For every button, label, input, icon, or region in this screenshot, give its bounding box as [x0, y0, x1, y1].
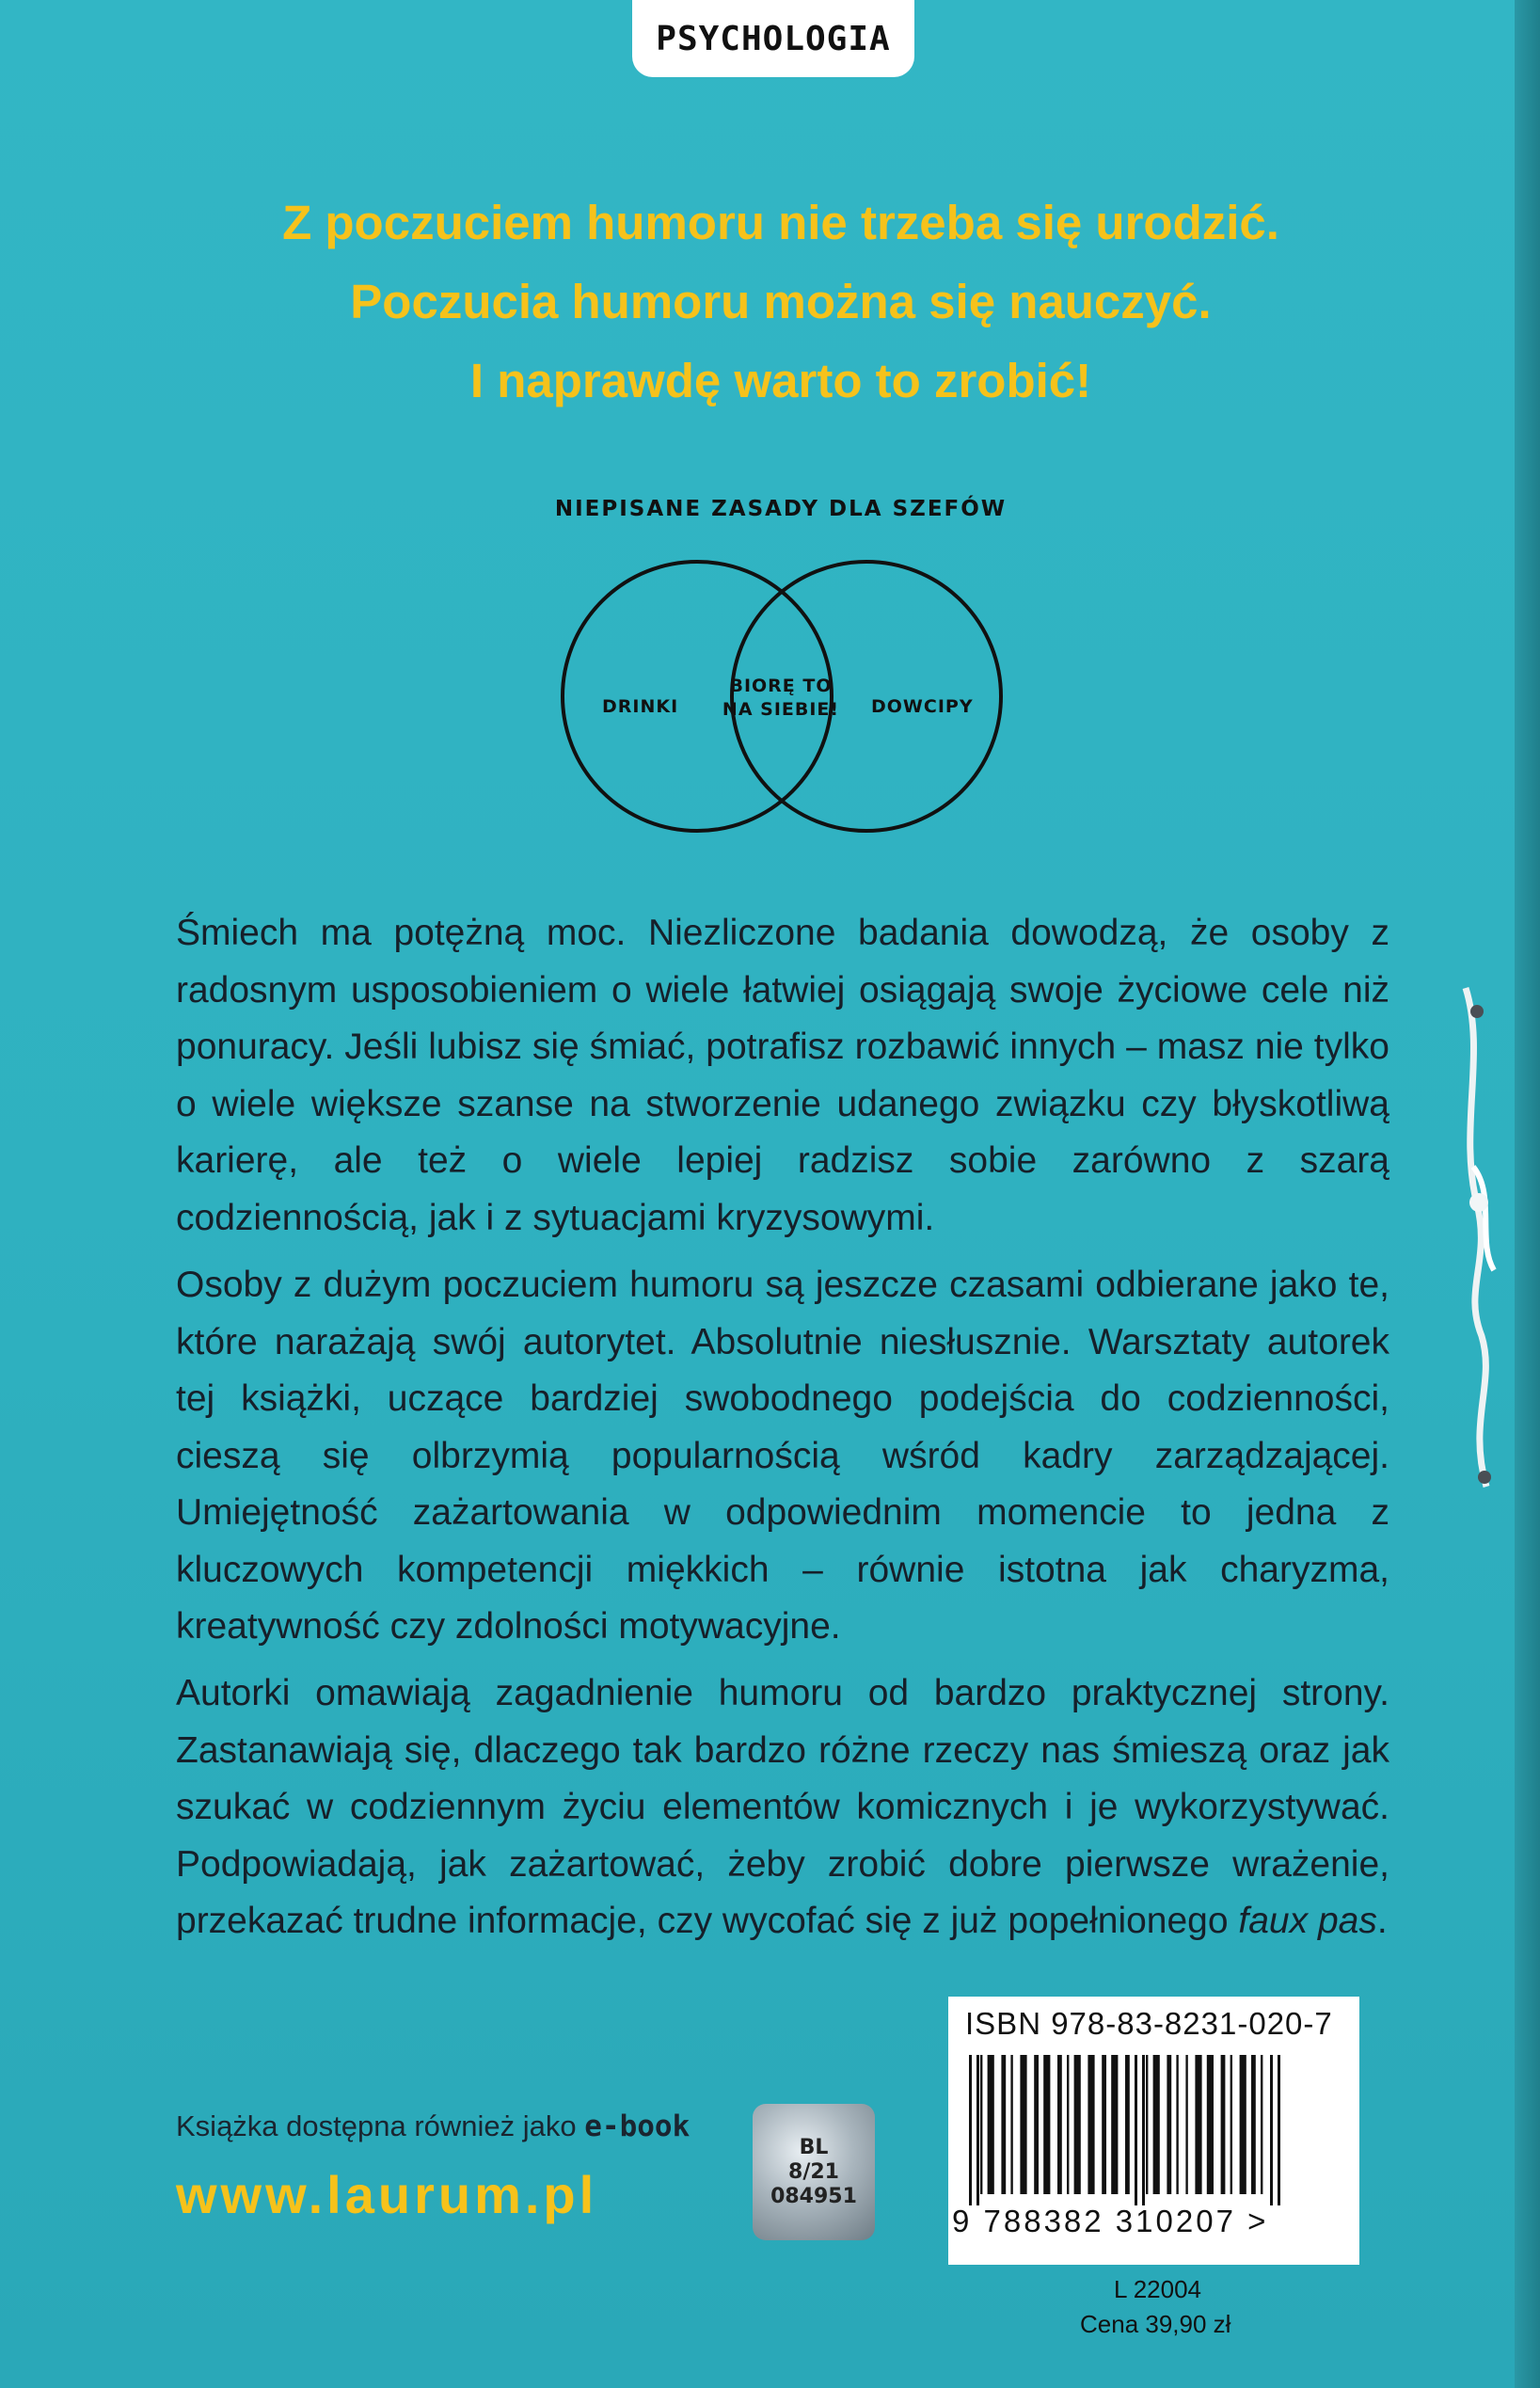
- venn-label-center-line-2: NA SIEBIE!: [722, 699, 840, 720]
- venn-label-drinki: DRINKI: [602, 696, 679, 717]
- hologram-line-2: 8/21: [788, 2159, 839, 2184]
- ebook-note-text: Książka dostępna również jako: [176, 2109, 585, 2142]
- venn-label-center-line-1: BIORĘ TO: [729, 676, 833, 696]
- description-paragraph-1: Śmiech ma potężną moc. Niezliczone badania dowodzą, że osoby z radosnym usposobieniem o wiele łatwiej osiągają swoje życiowe cele niż ponuracy. Jeśli lubisz się śmiać, potrafisz rozbawić innych – masz nie tylko o wiele większe szanse na stworzenie udanego związku czy błyskotliwą karierę, ale też o wiele lepiej radzisz sobie zarówno z szarą codziennością, jak i z sytuacjami kryzysowymi.: [176, 913, 1389, 1238]
- ebook-note: [176, 2109, 690, 2143]
- hologram-sticker: [753, 2104, 875, 2240]
- headline-line-1: Z poczuciem humoru nie trzeba się urodzić.: [282, 196, 1279, 249]
- category-tag: PSYCHOLOGIA: [632, 0, 914, 77]
- barcode-icon: [967, 2055, 1339, 2205]
- headline: [113, 183, 1449, 421]
- book-spine-edge: [1515, 0, 1540, 2388]
- hologram-line-3: 084951: [770, 2184, 857, 2208]
- description-paragraph-2: Osoby z dużym poczuciem humoru są jeszcze czasami odbierane jako te, które narażają swój autorytet. Absolutnie niesłusznie. Warsztaty autorek tej książki, uczące bardziej swobodnego podejścia do codzienności, cieszą się olbrzymią popularnością wśród kadry zarządzającej. Umiejętność zażartowania w odpowiednim momencie to jedna z kluczowych kompetencji miękkich – równie istotna jak charyzma, kreatywność czy zdolności motywacyjne.: [176, 1265, 1389, 1647]
- venn-label-center: [707, 675, 854, 722]
- catalog-code: L 22004: [1114, 2275, 1202, 2303]
- headline-line-2: Poczucia humoru można się nauczyć.: [350, 275, 1212, 328]
- publisher-url[interactable]: www.laurum.pl: [176, 2165, 598, 2224]
- faux-pas-italic: faux pas: [1238, 1901, 1377, 1941]
- ebook-word: e-book: [584, 2109, 691, 2143]
- venn-label-dowcipy: DOWCIPY: [871, 696, 974, 717]
- headline-line-3: I naprawdę warto to zrobić!: [469, 354, 1092, 407]
- description-paragraph-3: [176, 1665, 1389, 1950]
- barcode-box: [948, 1997, 1359, 2265]
- bookmark-string-icon: [1449, 979, 1515, 1505]
- paragraph-3-text: Autorki omawiają zagadnienie humoru od bardzo praktycznej strony. Zastanawiają się, dlaczego tak bardzo różne rzeczy nas śmieszą oraz jak szukać w codziennym życiu elementów komicznych i je wykorzystywać. Podpowiadają, jak zażartować, żeby zrobić dobre pierwsze wrażenie, przekazać trudne informacje, czy wycofać się z już popełnionego: [176, 1673, 1389, 1941]
- price: Cena 39,90 zł: [1080, 2310, 1231, 2338]
- venn-title: NIEPISANE ZASADY DLA SZEFÓW: [554, 497, 1008, 521]
- paragraph-3-end: .: [1376, 1901, 1388, 1941]
- ean-digits: 9 788382 310207 >: [952, 2204, 1269, 2238]
- hologram-line-1: BL: [799, 2135, 829, 2159]
- isbn-text: ISBN 978-83-8231-020-7: [965, 2006, 1333, 2041]
